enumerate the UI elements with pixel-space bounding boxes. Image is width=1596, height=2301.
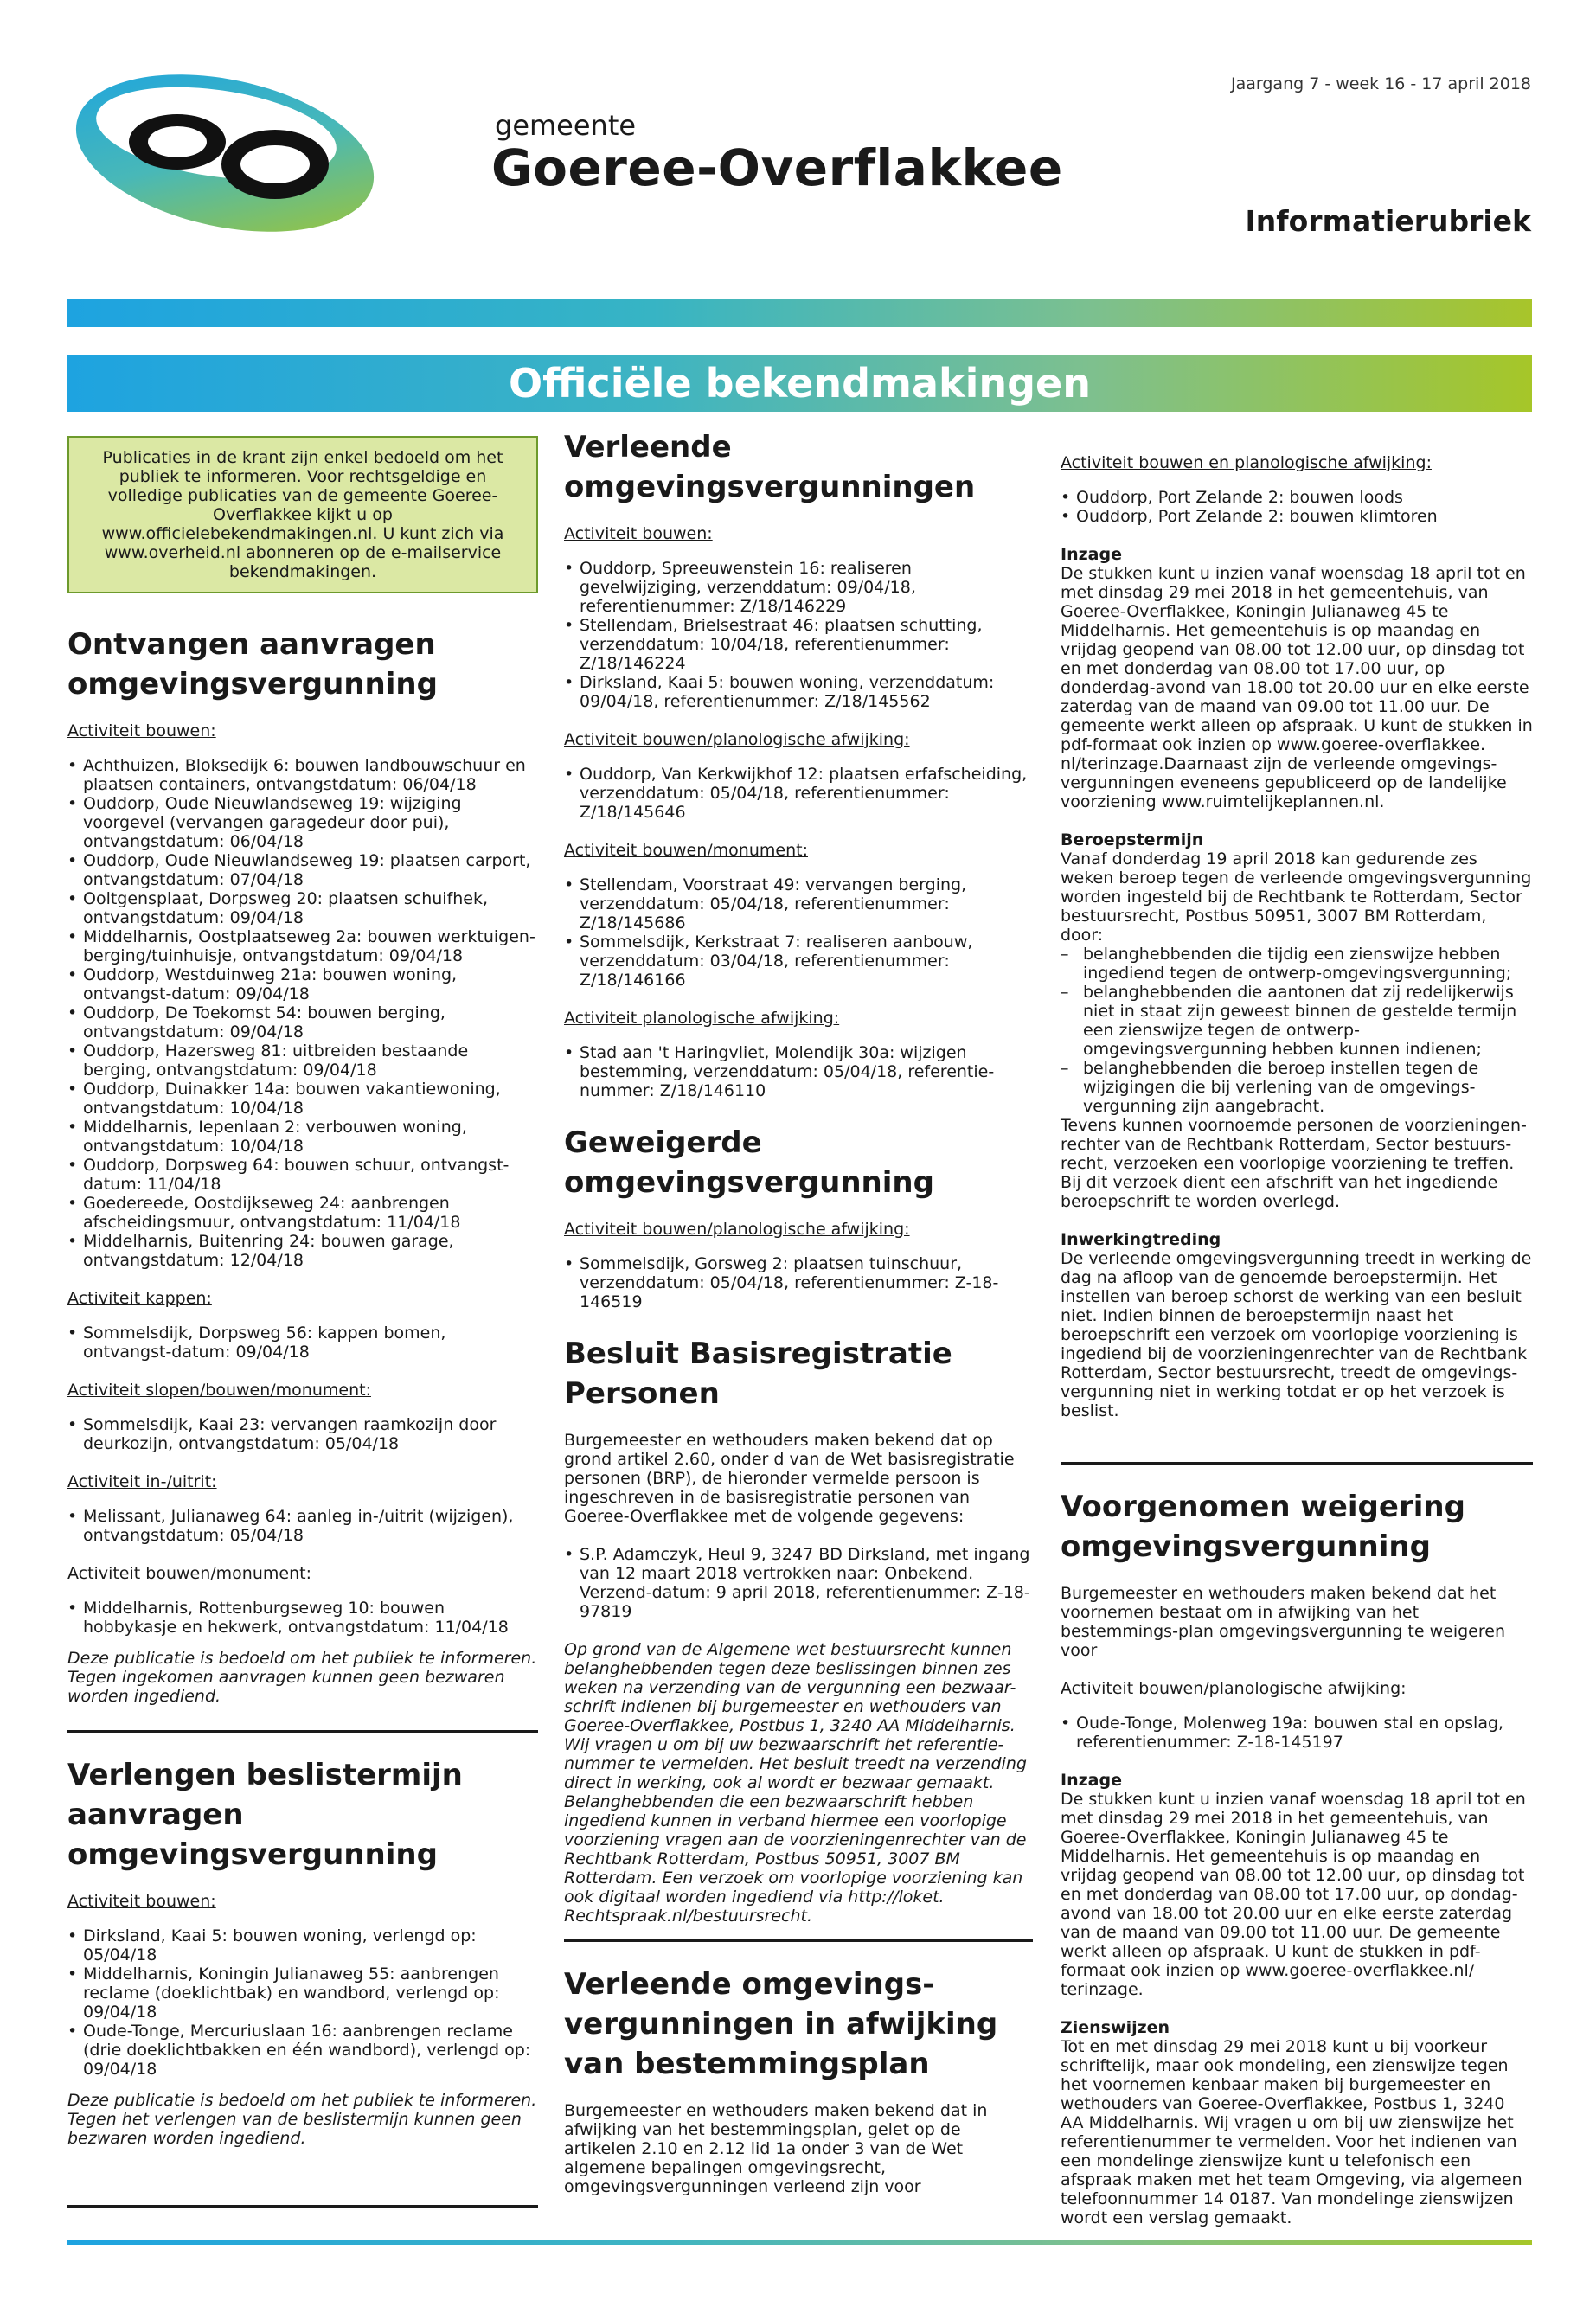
paragraph: Burgemeester en wethouders maken bekend dat in afwijking van het bestemmingsplan, gelet op de artikelen 2.10 en 2.12 lid 1a onder 3 van de Wet algemene bepalingen omgevingsrecht, omgevingsvergunningen verleend zijn voor [564,2101,988,2196]
item-list [1061,1714,1533,1752]
paragraph: Burgemeester en wethouders maken bekend dat het voornemen bestaat om in afwijking van het bestemmings-plan omgevingsvergunning te weigeren voor [1061,1584,1505,1660]
item-list [564,559,1033,711]
section-title: Verlengen beslistermijn aanvragen omgevingsvergunning [67,1758,463,1872]
paragraph: Vanaf donderdag 19 april 2018 kan gedurende zes weken beroep tegen de verleende omgevingsvergunning worden ingesteld bij de Rechtbank te Rotterdam, Sector bestuursrecht, Postbus 50951, 3007 BM Rotterdam, door: [1061,849,1532,945]
brand-subtitle: gemeente [495,109,637,142]
list-item: • Oude-Tonge, Molenweg 19a: bouwen stal en opslag, referentienummer: Z-18-145197 [1061,1714,1533,1752]
paragraph: De stukken kunt u inzien vanaf woensdag 18 april tot en met dinsdag 29 mei 2018 in het gemeentehuis, van Goeree-Overflakkee, Koningin Julianaweg 45 te Middelharnis. Het gemeentehuis is op maandag en vrijdag geopend van 08.00 tot 12.00 uur, op dinsdag tot en met donderdag van 08.00 tot 17.00 uur, op dondag-avond van 18.00 tot 20.00 uur en elke eerste zaterdag van de maand van 09.00 tot 11.00 uur. De gemeente werkt alleen op afspraak. U kunt de stukken in pdf-formaat ook inzien op www.goeree-overflakkee.nl/ terinzage. [1061,1790,1526,1999]
disclaimer: Deze publicatie is bedoeld om het publiek te informeren. Tegen het verlengen van de beslistermijn kunnen geen bezwaren worden ingediend. [67,2091,537,2148]
list-item: • Middelharnis, Iepenlaan 2: verbouwen woning, ontvangstdatum: 10/04/18 [67,1118,538,1156]
divider [67,2205,538,2208]
section-granted-permits [564,427,1033,1100]
list-item: • Sommelsdijk, Kaai 23: vervangen raamkozijn door deurkozijn, ontvangstdatum: 05/04/18 [67,1415,538,1453]
list-item: • Oude-Tonge, Mercuriuslaan 16: aanbrengen reclame (drie doeklichtbakken en één wandbord), verlengd op: 09/04/18 [67,2022,538,2079]
item-list [67,1324,538,1362]
section-refused-permit [564,1123,1033,1311]
subheading: Activiteit bouwen: [67,721,216,740]
list-item: • Middelharnis, Rottenburgseweg 10: bouwen hobbykasje en hekwerk, ontvangstdatum: 11/04/18 [67,1599,538,1637]
paragraph: Tot en met dinsdag 29 mei 2018 kunt u bij voorkeur schriftelijk, maar ook mondeling, een zienswijze tegen het voornemen kenbaar maken bij burgemeester en wethouders van Goeree-Overflakkee, Postbus 1, 3240 AA Middelharnis. Wij vragen u om bij uw zienswijze het referentienummer te vermelden. Voor het indienen van een mondelinge zienswijze kunt u telefonisch een afspraak maken met het team Omgeving, via algemeen telefoonnummer 14 0187. Van mondelinge zienswijzen wordt een verslag gemaakt. [1061,2037,1522,2227]
divider [1061,1462,1533,1465]
divider [67,1730,538,1733]
paragraph: De verleende omgevingsvergunning treedt in werking de dag na afloop van de genoemde beroepstermijn. Het instellen van beroep schorst de werking van een besluit niet. Indien binnen de beroepstermijn naast het beroepschrift een verzoek om voorlopige voorziening is ingediend bij de voorzieningenrechter van de Rechtbank Rotterdam, Sector bestuursrecht, treedt de omgevings-vergunning niet in werking totdat er op het verzoek is beslist. [1061,1249,1532,1420]
item-list [67,1415,538,1453]
section-title: Verleende omgevingsvergunningen [564,430,976,504]
rubric-title: Informatierubriek [1245,204,1531,238]
list-item: • Ouddorp, Van Kerkwijkhof 12: plaatsen erfafscheiding, verzenddatum: 05/04/18, referentienummer: Z/18/145646 [564,765,1033,822]
list-item: • Ouddorp, De Toekomst 54: bouwen berging, ontvangstdatum: 09/04/18 [67,1003,538,1042]
subheading: Activiteit kappen: [67,1289,212,1308]
column-3 [1061,427,1533,2247]
list-item: • Middelharnis, Oostplaatseweg 2a: bouwen werktuigen-berging/tuinhuisje, ontvangstdatum: 09/04/18 [67,927,538,965]
list-item: • Goedereede, Oostdijkseweg 24: aanbrengen afscheidingsmuur, ontvangstdatum: 11/04/18 [67,1194,538,1232]
beroep-heading: Beroepstermijn [1061,830,1204,849]
subheading: Activiteit bouwen: [564,524,713,543]
dash-list [1061,945,1533,1116]
gradient-bar [67,299,1532,327]
disclaimer: Deze publicatie is bedoeld om het publiek te informeren. Tegen ingekomen aanvragen kunnen geen bezwaren worden ingediend. [67,1649,537,1706]
inwerking-heading: Inwerkingtreding [1061,1230,1221,1249]
paragraph: De stukken kunt u inzien vanaf woensdag 18 april tot en met dinsdag 29 mei 2018 in het gemeentehuis, van Goeree-Overflakkee, Koningin Julianaweg 45 te Middelharnis. Het gemeentehuis is op maandag en vrijdag geopend van 08.00 tot 12.00 uur, op dinsdag tot en met donderdag van 08.00 tot 17.00 uur, op donderdag-avond van 18.00 tot 20.00 uur en elke eerste zaterdag van de maand van 09.00 tot 11.00 uur. De gemeente werkt alleen op afspraak. U kunt de stukken in pdf-formaat ook inzien op www.goeree-overflakkee. nl/terinzage.Daarnaast zijn de verleende omgevings-vergunningen eveneens gepubliceerd op de landelijke voorziening www.ruimtelijkeplannen.nl. [1061,564,1533,811]
column-1 [67,427,538,2230]
list-item: • Sommelsdijk, Gorsweg 2: plaatsen tuinschuur, verzenddatum: 05/04/18, referentienummer: Z-18-146519 [564,1254,1033,1311]
section-title: Ontvangen aanvragen omgevingsvergunning [67,627,438,702]
notice-box: Publicaties in de krant zijn enkel bedoeld om het publiek te informeren. Voor rechtsgeldige en volledige publicaties van de gemeente Goeree-Overflakkee kijkt u op www.officielebekendmakingen.nl. U kunt zich via www.overheid.nl abonneren op de e-mailservice bekendmakingen. [67,436,538,593]
item-list [67,1507,538,1545]
item-list [564,1545,1033,1621]
section-granted-deviation [564,1965,1033,2196]
section-brp-decision [564,1334,1033,1926]
list-item: • Ouddorp, Oude Nieuwlandseweg 19: plaatsen carport, ontvangstdatum: 07/04/18 [67,851,538,889]
subheading: Activiteit bouwen/monument: [564,841,808,860]
list-item: • Stad aan 't Haringvliet, Molendijk 30a: wijzigen bestemming, verzenddatum: 05/04/18, referentie-nummer: Z/18/146110 [564,1043,1033,1100]
subheading: Activiteit bouwen/planologische afwijking: [1061,1679,1407,1698]
municipality-logo [61,71,450,244]
page-header [0,0,1596,294]
section-banner: Officiële bekendmakingen [67,355,1532,412]
list-item: • Melissant, Julianaweg 64: aanleg in-/uitrit (wijzigen), ontvangstdatum: 05/04/18 [67,1507,538,1545]
list-item: • Sommelsdijk, Kerkstraat 7: realiseren aanbouw, verzenddatum: 03/04/18, referentienummer: Z/18/146166 [564,933,1033,990]
zienswijzen-heading: Zienswijzen [1061,2018,1170,2037]
item-list [564,1043,1033,1100]
list-item: • Ouddorp, Spreeuwenstein 16: realiseren gevelwijziging, verzenddatum: 09/04/18, referentienummer: Z/18/146229 [564,559,1033,616]
footer-gradient-bar [67,2240,1532,2245]
list-item: • Middelharnis, Buitenring 24: bouwen garage, ontvangstdatum: 12/04/18 [67,1232,538,1270]
item-list [564,1254,1033,1311]
item-list [564,875,1033,990]
list-item: • Ouddorp, Duinakker 14a: bouwen vakantiewoning, ontvangstdatum: 10/04/18 [67,1080,538,1118]
section-title: Verleende omgevings-vergunningen in afwijking van bestemmingsplan [564,1967,998,2081]
subheading: Activiteit in-/uitrit: [67,1472,217,1491]
list-item: • Ouddorp, Hazersweg 81: uitbreiden bestaande berging, ontvangstdatum: 09/04/18 [67,1042,538,1080]
inzage-heading: Inzage [1061,545,1122,564]
list-item: • Middelharnis, Koningin Julianaweg 55: aanbrengen reclame (doeklichtbak) en wandbord, verlengd op: 09/04/18 [67,1965,538,2022]
subheading: Activiteit bouwen en planologische afwijking: [1061,453,1432,472]
subheading: Activiteit bouwen/planologische afwijking: [564,730,910,749]
list-item: • Ouddorp, Oude Nieuwlandseweg 19: wijziging voorgevel (vervangen garagedeur door pui), ontvangstdatum: 06/04/18 [67,794,538,851]
subheading: Activiteit bouwen/monument: [67,1564,311,1583]
list-item: • Ooltgensplaat, Dorpsweg 20: plaatsen schuifhek, ontvangstdatum: 09/04/18 [67,889,538,927]
list-item: • S.P. Adamczyk, Heul 9, 3247 BD Dirksland, met ingang van 12 maart 2018 vertrokken naar: Onbekend. Verzend-datum: 9 april 2018, referentienummer: Z-18-97819 [564,1545,1033,1621]
list-item: • Ouddorp, Port Zelande 2: bouwen loods [1061,488,1533,507]
list-item: • Stellendam, Brielsestraat 46: plaatsen schutting, verzenddatum: 10/04/18, referentienummer: Z/18/146224 [564,616,1033,673]
paragraph: Tevens kunnen voornoemde personen de voorzieningen-rechter van de Rechtbank Rotterdam, Sector bestuurs-recht, verzoeken een voorlopige voorziening te treffen. Bij dit verzoek dient een afschrift van het ingediende beroepschrift te worden overlegd. [1061,1116,1527,1211]
list-item: • Dirksland, Kaai 5: bouwen woning, verzenddatum: 09/04/18, referentienummer: Z/18/145562 [564,673,1033,711]
section-title: Geweigerde omgevingsvergunning [564,1125,934,1200]
list-item: • Achthuizen, Bloksedijk 6: bouwen landbouwschuur en plaatsen containers, ontvangstdatum: 06/04/18 [67,756,538,794]
subheading: Activiteit bouwen/planologische afwijking: [564,1220,910,1239]
list-item: • Sommelsdijk, Dorpsweg 56: kappen bomen, ontvangst-datum: 09/04/18 [67,1324,538,1362]
divider [564,1939,1033,1942]
section-title: Voorgenomen weigering omgevingsvergunning [1061,1490,1465,1564]
list-item: • Stellendam, Voorstraat 49: vervangen berging, verzenddatum: 05/04/18, referentienummer: Z/18/145686 [564,875,1033,933]
list-item: • Dirksland, Kaai 5: bouwen woning, verlengd op: 05/04/18 [67,1926,538,1965]
section-title: Besluit Basisregistratie Personen [564,1336,952,1411]
column-2 [564,427,1033,2215]
issue-info: Jaargang 7 - week 16 - 17 april 2018 [1231,74,1531,93]
section-extended-deadline [67,1755,538,2148]
subheading: Activiteit planologische afwijking: [564,1009,840,1028]
list-item: – belanghebbenden die aantonen dat zij redelijkerwijs niet in staat zijn geweest binnen de gestelde termijn een zienswijze tegen de ontwerp-omgevingsvergunning hebben kunnen indienen; [1061,983,1533,1059]
subheading: Activiteit slopen/bouwen/monument: [67,1381,371,1400]
inzage-heading: Inzage [1061,1771,1122,1790]
list-item: – belanghebbenden die beroep instellen tegen de wijzigingen die bij verlening van de omgevings-vergunning zijn aangebracht. [1061,1059,1533,1116]
list-item: • Ouddorp, Dorpsweg 64: bouwen schuur, ontvangst-datum: 11/04/18 [67,1156,538,1194]
item-list [1061,488,1533,526]
list-item: • Ouddorp, Westduinweg 21a: bouwen woning, ontvangst-datum: 09/04/18 [67,965,538,1003]
paragraph: Burgemeester en wethouders maken bekend dat op grond artikel 2.60, onder d van de Wet basisregistratie personen (BRP), de hieronder vermelde persoon is ingeschreven in de basisregistratie personen van Goeree-Overflakkee met de volgende gegevens: [564,1431,1015,1526]
section-intended-refusal [1061,1487,1533,2227]
item-list [67,1599,538,1637]
brand-title: Goeree-Overflakkee [491,138,1063,197]
list-item: – belanghebbenden die tijdig een zienswijze hebben ingediend tegen de ontwerp-omgevingsvergunning; [1061,945,1533,983]
item-list [564,765,1033,822]
subheading: Activiteit bouwen: [67,1892,216,1911]
legal-notice: Op grond van de Algemene wet bestuursrecht kunnen belanghebbenden tegen deze beslissingen binnen zes weken na verzending van de vergunning een bezwaar-schrift indienen bij burgemeester en wethouders van Goeree-Overflakkee, Postbus 1, 3240 AA Middelharnis. Wij vragen u om bij uw bezwaarschrift het referentie-nummer te vermelden. Het besluit treedt na verzending direct in werking, ook al wordt er bezwaar gemaakt. Belanghebbenden die een bezwaarschrift hebben ingediend kunnen in verband hiermee een voorlopige voorziening vragen aan de voorzieningenrechter van de Rechtbank Rotterdam, Postbus 50951, 3007 BM Rotterdam. Een verzoek om voorlopige voorziening kan ook digitaal worden ingediend via http://loket. Rechtspraak.nl/bestuursrecht. [564,1640,1027,1926]
section-granted-deviation-continued [1061,453,1533,1420]
list-item: • Ouddorp, Port Zelande 2: bouwen klimtoren [1061,507,1533,526]
section-received-applications [67,625,538,1706]
item-list [67,756,538,1270]
item-list [67,1926,538,2079]
